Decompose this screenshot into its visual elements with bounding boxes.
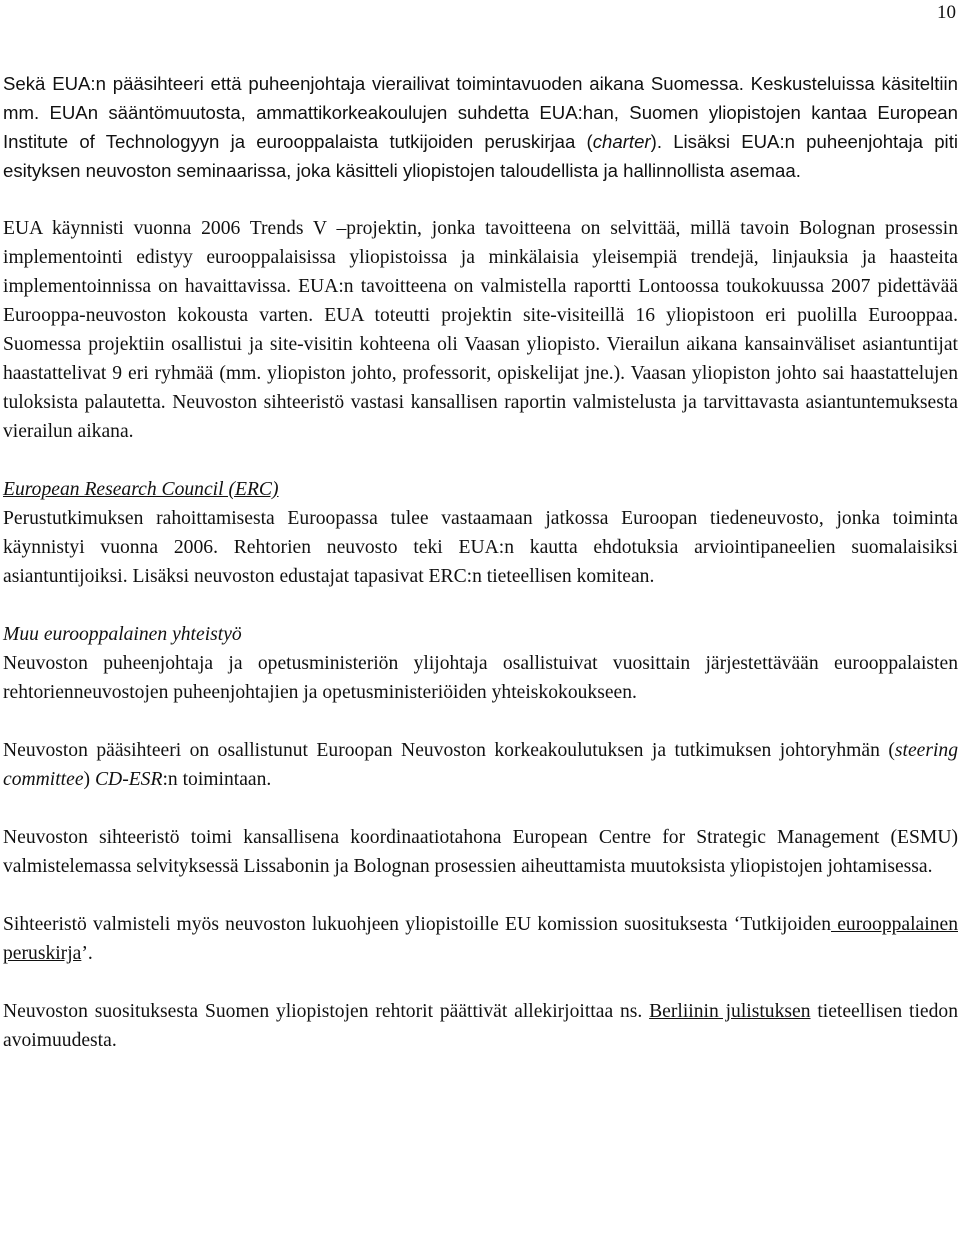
text-run: Sekä EUA:n pääsihteeri että puheenjohtaja vierailivat toimintavuoden aikana Suomessa. Keskusteluissa käsiteltiin mm. EUAn sääntömuutosta, ammattikorkeakoulujen suhdetta EUA:han, Suomen yliopistojen kantaa European Institute of Technologyyn ja eurooppalaista tutkijoiden peruskirjaa ( bbox=[3, 73, 958, 152]
text-run: Neuvoston suosituksesta Suomen yliopistojen rehtorit päättivät allekirjoittaa ns. bbox=[3, 1001, 650, 1022]
text-run: ) bbox=[83, 769, 95, 790]
text-run: ). Lisäksi EUA:n puheenjohtaja piti esityksen neuvoston seminaarissa, joka käsitteli yliopistojen taloudellista ja hallinnollista asemaa. bbox=[3, 131, 958, 181]
link-researchers-charter[interactable]: eurooppalainen peruskirja bbox=[3, 914, 958, 964]
document-body bbox=[3, 69, 958, 1055]
text-run: Neuvoston pääsihteeri on osallistunut Euroopan Neuvoston korkeakoulutuksen ja tutkimuksen johtoryhmän ( bbox=[3, 740, 895, 761]
paragraph-steering-committee bbox=[3, 736, 958, 794]
paragraph-trends-v: EUA käynnisti vuonna 2006 Trends V –projektin, jonka tavoitteena on selvittää, millä tavoin Bolognan prosessin implementointi edistyy eurooppalaisissa yliopistoissa ja minkälaisia yleisempiä trendejä, linjauksia ja haasteita implementoinnissa on havaittavissa. EUA:n tavoitteena on valmistella raportti Lontoossa toukokuussa 2007 pidettävää Eurooppa-neuvoston kokousta varten. EUA toteutti projektin site-visiteillä 16 yliopistoon eri puolilla Eurooppaa. Suomessa projektiin osallistui ja site-visitin kohteena oli Vaasan yliopisto. Vierailun aikana kansainväliset asiantuntijat haastattelivat 9 eri ryhmää (mm. yliopiston johto, professorit, opiskelijat jne.). Vaasan yliopiston johto sai haastattelujen tuloksista palautetta. Neuvoston sihteeristö vastasi kansallisen raportin valmistelusta ja tarvittavasta asiantuntemuksesta vierailun aikana. bbox=[3, 218, 958, 442]
text-run: ’. bbox=[81, 943, 93, 964]
section-heading-erc: European Research Council (ERC) bbox=[3, 479, 279, 500]
paragraph-berlin-declaration bbox=[3, 997, 958, 1055]
text-run: :n toimintaan. bbox=[162, 769, 272, 790]
paragraph-eua-visits bbox=[3, 69, 958, 185]
paragraph-other-cooperation: Neuvoston puheenjohtaja ja opetusministeriön ylijohtaja osallistuivat vuosittain järjestettävään eurooppalaisten rehtorienneuvostojen puheenjohtajien ja opetusministeriöiden yhteiskokoukseen. bbox=[3, 653, 958, 703]
link-berlin-declaration[interactable]: Berliinin julistuksen bbox=[649, 1001, 811, 1022]
page-number: 10 bbox=[937, 2, 956, 23]
italic-term-cd-esr: CD-ESR bbox=[94, 769, 163, 790]
text-run: Sihteeristö valmisteli myös neuvoston lukuohjeen yliopistoille EU komission suosituksesta ‘Tutkijoiden bbox=[3, 914, 831, 935]
paragraph-reading-guide bbox=[3, 910, 958, 968]
paragraph-esmu: Neuvoston sihteeristö toimi kansallisena koordinaatiotahona European Centre for Strategic Management (ESMU) valmistelemassa selvityksessä Lissabonin ja Bolognan prosessien aiheuttamista muutoksista yliopistojen johtamisessa. bbox=[3, 827, 958, 877]
section-heading-other-cooperation: Muu eurooppalainen yhteistyö bbox=[3, 624, 242, 645]
paragraph-erc: Perustutkimuksen rahoittamisesta Euroopassa tulee vastaamaan jatkossa Euroopan tiedeneuvosto, jonka toiminta käynnistyi vuonna 2006. Rehtorien neuvosto teki EUA:n kautta ehdotuksia arviointipaneelien suomalaisiksi asiantuntijoiksi. Lisäksi neuvoston edustajat tapasivat ERC:n tieteellisen komitean. bbox=[3, 508, 958, 587]
italic-term-steering-committee: steering committee bbox=[3, 740, 958, 790]
text-run: tieteellisen tiedon avoimuudesta. bbox=[3, 1001, 958, 1051]
italic-term-charter: charter bbox=[592, 131, 651, 152]
